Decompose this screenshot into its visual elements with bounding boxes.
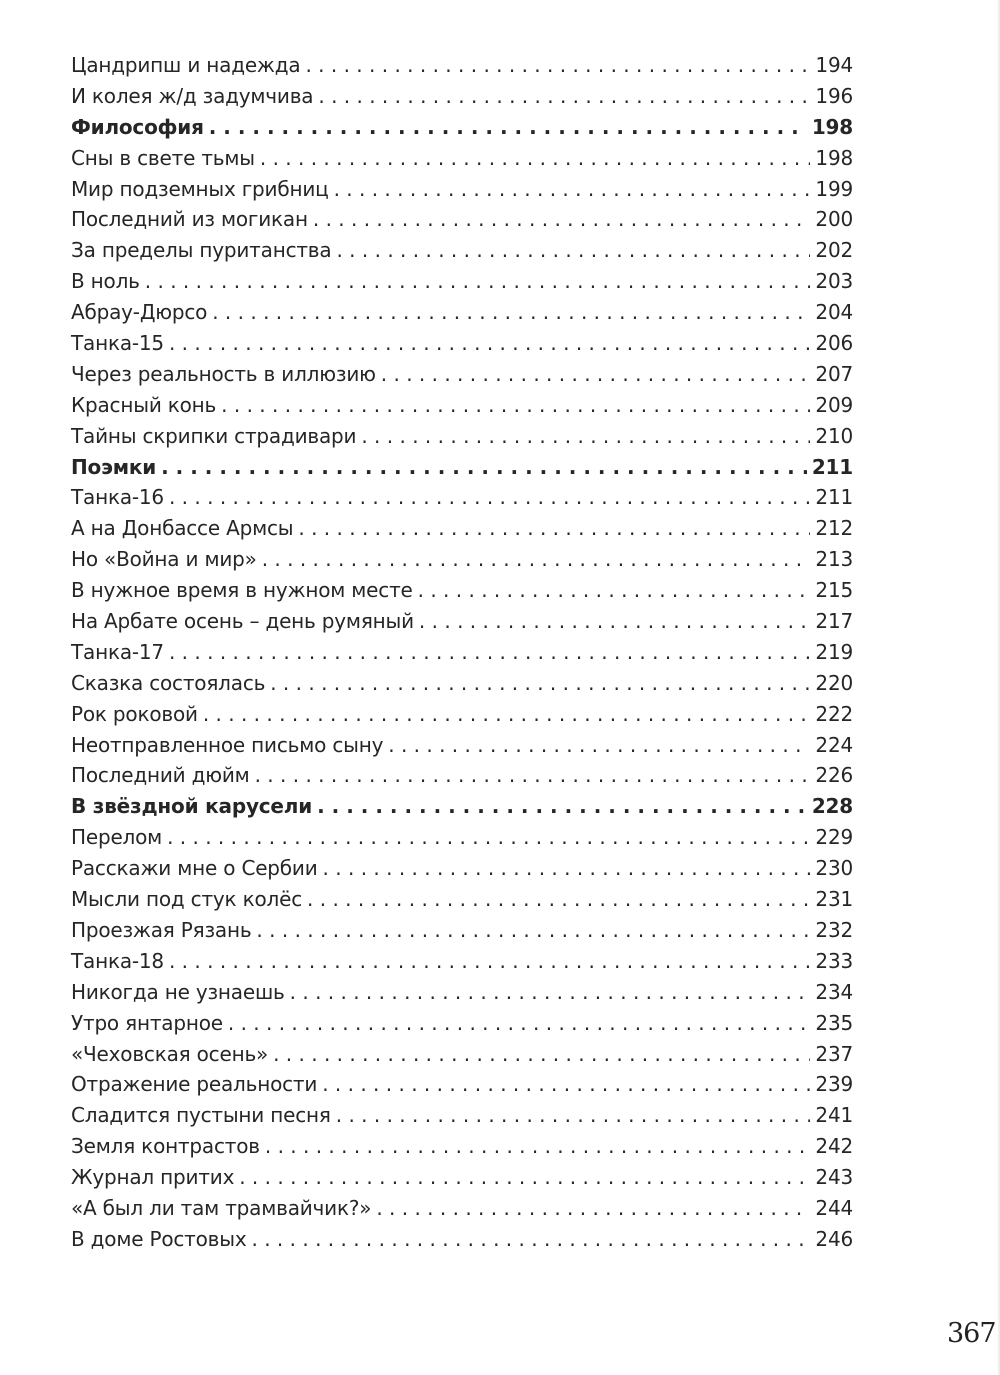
toc-entry-title: Сладится пустыни песня bbox=[71, 1103, 331, 1128]
toc-entry-page: 244 bbox=[815, 1195, 853, 1220]
toc-entry bbox=[71, 50, 853, 81]
toc-entry-page: 219 bbox=[815, 639, 853, 664]
dot-leader bbox=[260, 143, 811, 174]
dot-leader bbox=[256, 915, 810, 946]
dot-leader bbox=[169, 637, 810, 668]
toc-entry-page: 230 bbox=[815, 856, 853, 881]
toc-entry bbox=[71, 760, 853, 791]
toc-entry-page: 237 bbox=[815, 1041, 853, 1066]
toc-entry-title: Но «Война и мир» bbox=[71, 547, 257, 572]
toc-entry-page: 243 bbox=[815, 1165, 853, 1190]
toc-entry bbox=[71, 513, 853, 544]
dot-leader bbox=[322, 1069, 810, 1100]
toc-entry-title: «Чеховская осень» bbox=[71, 1041, 269, 1066]
dot-leader bbox=[169, 946, 810, 977]
toc-entry bbox=[71, 266, 853, 297]
toc-entry bbox=[71, 1069, 853, 1100]
dot-leader bbox=[418, 575, 811, 606]
toc-entry bbox=[71, 544, 853, 575]
toc-entry-page: 199 bbox=[815, 176, 853, 201]
toc-entry-page: 204 bbox=[815, 300, 853, 325]
toc-entry-title: Танка-17 bbox=[71, 639, 164, 664]
toc-entry-title: В звёздной карусели bbox=[71, 794, 313, 819]
toc-entry-page: 222 bbox=[815, 701, 853, 726]
dot-leader bbox=[388, 730, 810, 761]
toc-entry-title: Никогда не узнаешь bbox=[71, 979, 285, 1004]
toc-entry bbox=[71, 143, 853, 174]
toc-entry bbox=[71, 81, 853, 112]
dot-leader bbox=[161, 452, 807, 483]
toc-entry-page: 206 bbox=[815, 331, 853, 356]
toc-entry-page: 215 bbox=[815, 578, 853, 603]
toc-entry-title: Мысли под стук колёс bbox=[71, 887, 303, 912]
toc-entry-title: И колея ж/д задумчива bbox=[71, 83, 314, 108]
toc-entry-title: Журнал притих bbox=[71, 1165, 235, 1190]
dot-leader bbox=[265, 1131, 811, 1162]
toc-entry-page: 239 bbox=[815, 1072, 853, 1097]
toc-entry-title: Мир подземных грибниц bbox=[71, 176, 329, 201]
toc-entry-page: 202 bbox=[815, 238, 853, 263]
toc-entry-page: 226 bbox=[815, 763, 853, 788]
toc-entry-title: Философия bbox=[71, 114, 204, 139]
dot-leader bbox=[169, 482, 810, 513]
dot-leader bbox=[145, 266, 811, 297]
dot-leader bbox=[239, 1162, 810, 1193]
dot-leader bbox=[334, 174, 811, 205]
toc-entry-title: А на Донбассе Армсы bbox=[71, 516, 294, 541]
toc-entry-title: Последний из могикан bbox=[71, 207, 308, 232]
dot-leader bbox=[255, 760, 811, 791]
toc-entry-page: 209 bbox=[815, 392, 853, 417]
toc-entry-page: 231 bbox=[815, 887, 853, 912]
toc-entry-page: 229 bbox=[815, 825, 853, 850]
dot-leader bbox=[209, 112, 807, 143]
toc-entry-title: Проезжая Рязань bbox=[71, 917, 252, 942]
toc-entry-title: Неотправленное письмо сыну bbox=[71, 732, 384, 757]
toc-entry-title: Через реальность в иллюзию bbox=[71, 361, 376, 386]
toc-entry bbox=[71, 421, 853, 452]
dot-leader bbox=[203, 699, 811, 730]
toc-entry bbox=[71, 204, 853, 235]
toc-entry-title: Красный конь bbox=[71, 392, 217, 417]
toc-entry-page: 242 bbox=[815, 1134, 853, 1159]
toc-entry-page: 217 bbox=[815, 609, 853, 634]
toc-entry bbox=[71, 1131, 853, 1162]
toc-entry bbox=[71, 853, 853, 884]
toc-entry-page: 196 bbox=[815, 83, 853, 108]
toc-entry-title: Цандрипш и надежда bbox=[71, 53, 301, 77]
toc-entry-title: Тайны скрипки страдивари bbox=[71, 423, 357, 448]
toc-entry-title: Перелом bbox=[71, 825, 163, 850]
dot-leader bbox=[290, 977, 811, 1008]
toc-entry-page: 198 bbox=[811, 114, 853, 139]
toc-entry-title: Сказка состоялась bbox=[71, 670, 266, 695]
toc-entry bbox=[71, 822, 853, 853]
toc-entry-page: 194 bbox=[815, 53, 853, 77]
toc-entry bbox=[71, 390, 853, 421]
dot-leader bbox=[298, 513, 810, 544]
toc-entry bbox=[71, 606, 853, 637]
dot-leader bbox=[305, 50, 810, 81]
toc-entry bbox=[71, 1224, 853, 1255]
dot-leader bbox=[273, 1039, 810, 1070]
toc-entry-page: 207 bbox=[815, 361, 853, 386]
toc-entry bbox=[71, 1039, 853, 1070]
toc-entry bbox=[71, 235, 853, 266]
toc-entry bbox=[71, 884, 853, 915]
toc-entry bbox=[71, 1008, 853, 1039]
toc-entry-page: 220 bbox=[815, 670, 853, 695]
toc-section-heading bbox=[71, 112, 853, 143]
toc-entry-title: Отражение реальности bbox=[71, 1072, 318, 1097]
dot-leader bbox=[270, 668, 810, 699]
toc-entry-page: 232 bbox=[815, 917, 853, 942]
toc-entry bbox=[71, 730, 853, 761]
toc-entry-title: Танка-16 bbox=[71, 485, 164, 510]
toc-entry-title: Утро янтарное bbox=[71, 1010, 223, 1035]
toc-entry-page: 211 bbox=[811, 454, 853, 479]
toc-entry-page: 241 bbox=[815, 1103, 853, 1128]
dot-leader bbox=[252, 1224, 811, 1255]
toc-entry-page: 203 bbox=[815, 269, 853, 294]
toc-entry-page: 198 bbox=[815, 145, 853, 170]
toc-entry-page: 233 bbox=[815, 948, 853, 973]
toc-entry-title: Земля контрастов bbox=[71, 1134, 260, 1159]
toc-entry bbox=[71, 575, 853, 606]
toc-entry-page: 213 bbox=[815, 547, 853, 572]
toc-entry bbox=[71, 915, 853, 946]
toc-entry-page: 235 bbox=[815, 1010, 853, 1035]
page-number: 367 bbox=[947, 1318, 996, 1349]
toc-entry bbox=[71, 1162, 853, 1193]
dot-leader bbox=[419, 606, 811, 637]
dot-leader bbox=[212, 297, 810, 328]
dot-leader bbox=[336, 1100, 811, 1131]
toc-entry-title: Рок роковой bbox=[71, 701, 198, 726]
toc-entry bbox=[71, 359, 853, 390]
toc-entry bbox=[71, 328, 853, 359]
toc-entry-title: Расскажи мне о Сербии bbox=[71, 856, 318, 881]
toc-entry-title: Абрау-Дюрсо bbox=[71, 300, 208, 325]
dot-leader bbox=[376, 1193, 810, 1224]
dot-leader bbox=[167, 822, 810, 853]
dot-leader bbox=[318, 81, 810, 112]
toc-entry-page: 212 bbox=[815, 516, 853, 541]
toc-entry bbox=[71, 637, 853, 668]
dot-leader bbox=[307, 884, 810, 915]
toc-entry-page: 224 bbox=[815, 732, 853, 757]
toc-section-heading bbox=[71, 452, 853, 483]
toc-entry-title: В нужное время в нужном месте bbox=[71, 578, 413, 603]
toc-entry-page: 228 bbox=[811, 794, 853, 819]
toc-entry bbox=[71, 699, 853, 730]
toc-entry-title: Сны в свете тьмы bbox=[71, 145, 255, 170]
toc-entry-page: 234 bbox=[815, 979, 853, 1004]
dot-leader bbox=[262, 544, 811, 575]
toc-entry-title: Последний дюйм bbox=[71, 763, 250, 788]
dot-leader bbox=[361, 421, 810, 452]
toc-entry-title: За пределы пуританства bbox=[71, 238, 332, 263]
dot-leader bbox=[221, 390, 810, 421]
toc-entry-page: 211 bbox=[815, 485, 853, 510]
toc-entry-page: 246 bbox=[815, 1226, 853, 1251]
toc-entry-title: Танка-18 bbox=[71, 948, 164, 973]
toc-entry-title: В ноль bbox=[71, 269, 140, 294]
toc-entry bbox=[71, 668, 853, 699]
toc-entry bbox=[71, 482, 853, 513]
toc-entry-page: 210 bbox=[815, 423, 853, 448]
toc-entry-title: В доме Ростовых bbox=[71, 1226, 247, 1251]
dot-leader bbox=[323, 853, 811, 884]
dot-leader bbox=[228, 1008, 811, 1039]
toc-entry bbox=[71, 1100, 853, 1131]
toc-entry-title: Поэмки bbox=[71, 454, 157, 479]
toc-entry bbox=[71, 174, 853, 205]
toc-entry bbox=[71, 297, 853, 328]
toc-entry bbox=[71, 946, 853, 977]
toc-section-heading bbox=[71, 791, 853, 822]
toc-entry-page: 200 bbox=[815, 207, 853, 232]
table-of-contents bbox=[71, 50, 853, 1255]
toc-entry-title: «А был ли там трамвайчик?» bbox=[71, 1195, 372, 1220]
dot-leader bbox=[313, 204, 811, 235]
toc-entry bbox=[71, 1193, 853, 1224]
toc-entry bbox=[71, 977, 853, 1008]
toc-entry-title: На Арбате осень – день румяный bbox=[71, 609, 414, 634]
dot-leader bbox=[381, 359, 811, 390]
dot-leader bbox=[169, 328, 810, 359]
toc-entry-title: Танка-15 bbox=[71, 331, 164, 356]
dot-leader bbox=[336, 235, 810, 266]
dot-leader bbox=[317, 791, 807, 822]
